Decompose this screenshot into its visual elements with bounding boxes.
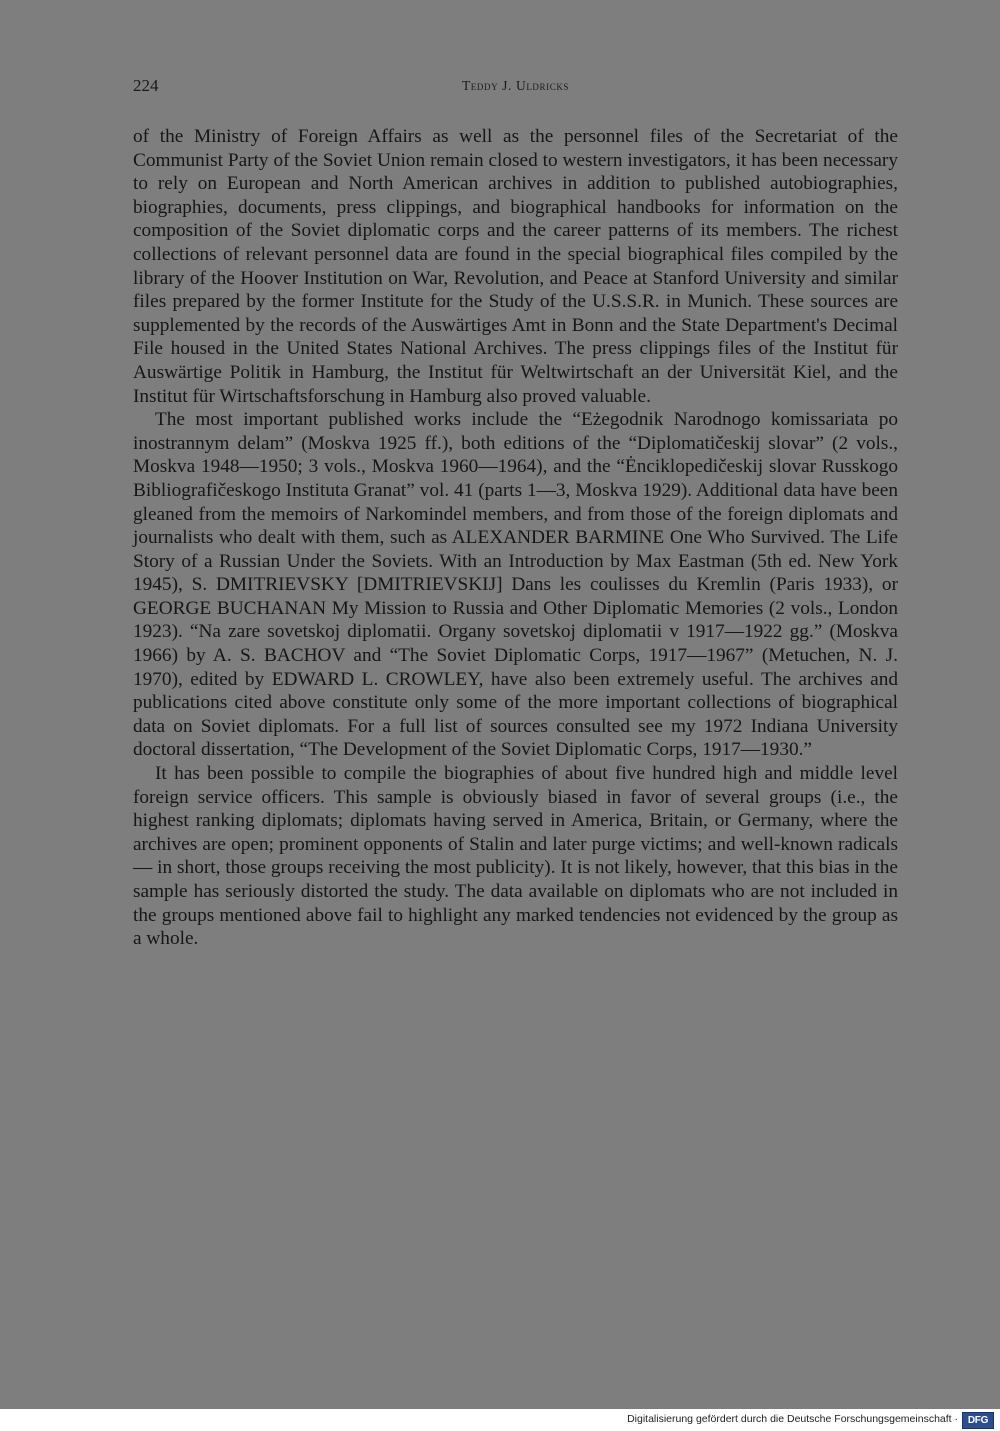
funding-note: Digitalisierung gefördert durch die Deutsche Forschungsgemeinschaft · [627, 1413, 958, 1425]
running-head: Teddy J. Uldricks [461, 78, 570, 93]
dfg-logo-icon: DFG [962, 1412, 994, 1429]
paragraph-published-works: The most important published works include the “Eżegodnik Narodnogo komissariata po inostrannym delam” (Moskva 1925 ff.), both editions of the “Diplomatičeskij slovar” (2 vols., Moskva 1948—1950; 3 vols., Moskva 1960—1964), and the “Ėnciklopedičeskij slovar Russkogo Bibliografičeskogo Instituta Granat” vol. 41 (parts 1—3, Moskva 1929). Additional data have been gleaned from the memoirs of Narkomindel members, and from those of the foreign diplomats and journalists who dealt with them, such as ALEXANDER BARMINE One Who Survived. The Life Story of a Russian Under the Soviets. With an Introduction by Max Eastman (5th ed. New York 1945), S. DMITRIEVSKY [DMITRIEVSKIJ] Dans les coulisses du Kremlin (Paris 1933), or GEORGE BUCHANAN My Mission to Russia and Other Diplomatic Memories (2 vols., London 1923). “Na zare sovetskoj diplomatii. Organy sovetskoj diplomatii v 1917—1922 gg.” (Moskva 1966) by A. S. BACHOV and “The Soviet Diplomatic Corps, 1917—1967” (Metuchen, N. J. 1970), edited by EDWARD L. CROWLEY, have also been extremely useful. The archives and publications cited above constitute only some of the more important collections of biographical data on Soviet diplomats. For a full list of sources consulted see my 1972 Indiana University doctoral dissertation, “The Development of the Soviet Diplomatic Corps, 1917—1930.” [133, 409, 898, 761]
page-header [133, 76, 898, 100]
body-text [133, 125, 898, 951]
paragraph-continued: of the Ministry of Foreign Affairs as well as the personnel files of the Secretariat of the Communist Party of the Soviet Union remain closed to western investigators, it has been necessary to rely on European and North American archives in addition to published autobiographies, biographies, documents, press clippings, and biographical handbooks for information on the composition of the Soviet diplomatic corps and the career patterns of its members. The richest collections of relevant personnel data are found in the special biographical files compiled by the library of the Hoover Institution on War, Revolution, and Peace at Stanford University and similar files prepared by the former Institute for the Study of the U.S.S.R. in Munich. These sources are supplemented by the records of the Auswärtiges Amt in Bonn and the State Department's Decimal File housed in the United States National Archives. The press clippings files of the Institut für Auswärtige Politik in Hamburg, the Institut für Weltwirtschaft an der Universität Kiel, and the Institut für Wirtschaftsforschung in Hamburg also proved valuable. [133, 126, 898, 407]
page-number: 224 [133, 76, 159, 95]
paragraph-sample: It has been possible to compile the biographies of about five hundred high and middle level foreign service officers. This sample is obviously biased in favor of several groups (i.e., the highest ranking diplomats; diplomats having served in America, Britain, or Germany, where the archives are open; prominent opponents of Stalin and later purge victims; and well-known radicals — in short, those groups receiving the most publicity). It is not likely, however, that this bias in the sample has seriously distorted the study. The data available on diplomats who are not included in the groups mentioned above fail to highlight any marked tendencies not evidenced by the group as a whole. [133, 763, 898, 950]
footer-bar [0, 1409, 1000, 1431]
